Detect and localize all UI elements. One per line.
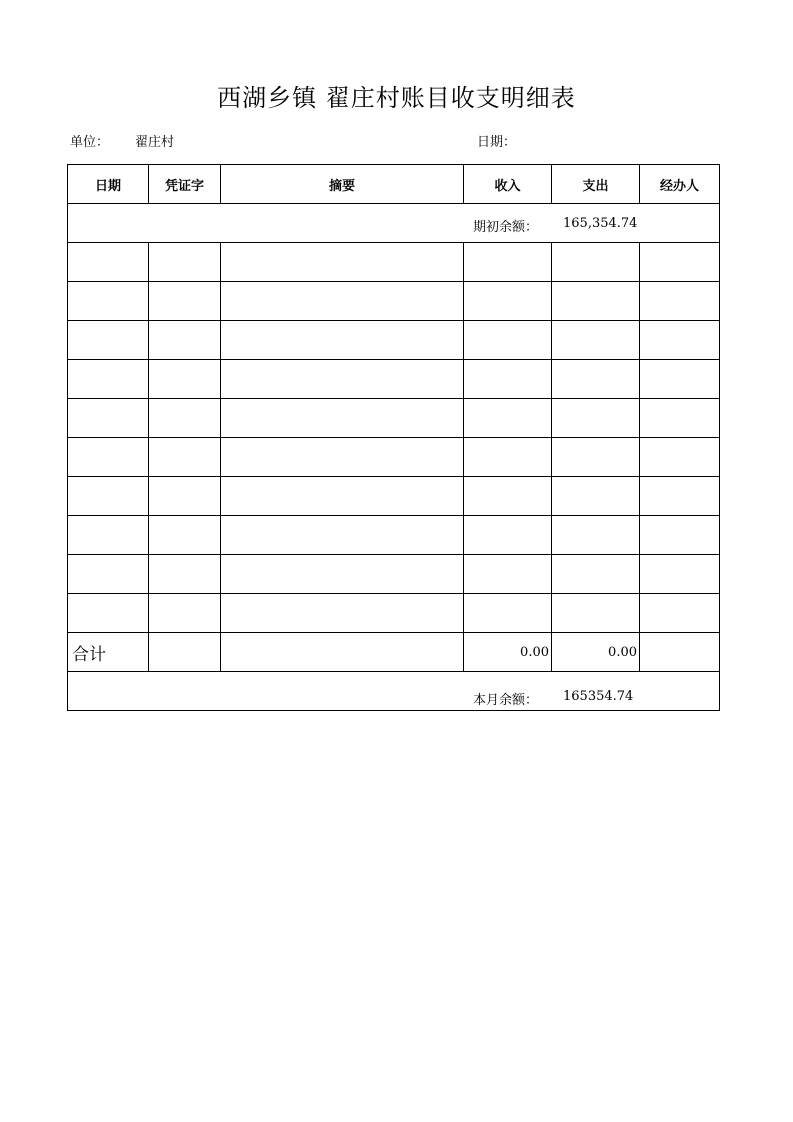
- summary-cell: [221, 282, 464, 321]
- expense-cell: [552, 243, 640, 282]
- unit-label: 单位：: [70, 135, 110, 150]
- closing-balance-row: [68, 672, 720, 711]
- handler-cell: [640, 555, 720, 594]
- header-voucher: 凭证字: [149, 165, 221, 204]
- header-row: [68, 165, 720, 204]
- closing-balance-value: 165354.74: [563, 689, 634, 704]
- income-cell: [464, 243, 552, 282]
- header-income: 收入: [464, 165, 552, 204]
- handler-cell: [640, 399, 720, 438]
- table-row: [68, 282, 720, 321]
- date-cell: [68, 477, 149, 516]
- income-cell: [464, 282, 552, 321]
- income-cell: [464, 321, 552, 360]
- expense-cell: [552, 399, 640, 438]
- handler-cell: [640, 516, 720, 555]
- date-cell: [68, 594, 149, 633]
- ledger-table: [67, 164, 720, 711]
- summary-cell: [221, 477, 464, 516]
- table-row: [68, 243, 720, 282]
- expense-cell: [552, 321, 640, 360]
- voucher-cell: [149, 594, 221, 633]
- voucher-cell: [149, 399, 221, 438]
- expense-cell: [552, 438, 640, 477]
- unit-value: 翟庄村: [135, 135, 175, 150]
- voucher-cell: [149, 321, 221, 360]
- table-row: [68, 360, 720, 399]
- voucher-cell: [149, 477, 221, 516]
- expense-cell: [552, 477, 640, 516]
- summary-cell: [221, 321, 464, 360]
- total-expense: 0.00: [552, 633, 640, 672]
- handler-cell: [640, 243, 720, 282]
- table-row: [68, 555, 720, 594]
- date-cell: [68, 516, 149, 555]
- income-cell: [464, 594, 552, 633]
- date-label: 日期：: [477, 135, 517, 150]
- voucher-cell: [149, 555, 221, 594]
- header-date: 日期: [68, 165, 149, 204]
- summary-cell: [221, 594, 464, 633]
- table-row: [68, 399, 720, 438]
- handler-cell: [640, 594, 720, 633]
- total-handler-cell: [640, 633, 720, 672]
- expense-cell: [552, 360, 640, 399]
- voucher-cell: [149, 360, 221, 399]
- table-row: [68, 438, 720, 477]
- summary-cell: [221, 243, 464, 282]
- income-cell: [464, 438, 552, 477]
- income-cell: [464, 477, 552, 516]
- table-row: [68, 477, 720, 516]
- expense-cell: [552, 282, 640, 321]
- closing-balance-label: 本月余额：: [473, 693, 539, 708]
- opening-balance-label: 期初余额：: [473, 220, 539, 235]
- header-handler: 经办人: [640, 165, 720, 204]
- summary-cell: [221, 516, 464, 555]
- handler-cell: [640, 438, 720, 477]
- date-cell: [68, 555, 149, 594]
- date-cell: [68, 360, 149, 399]
- summary-cell: [221, 555, 464, 594]
- total-row: [68, 633, 720, 672]
- voucher-cell: [149, 438, 221, 477]
- summary-cell: [221, 438, 464, 477]
- handler-cell: [640, 321, 720, 360]
- voucher-cell: [149, 243, 221, 282]
- date-cell: [68, 282, 149, 321]
- expense-cell: [552, 555, 640, 594]
- page-title: 西湖乡镇 翟庄村账目收支明细表: [217, 84, 576, 112]
- date-cell: [68, 399, 149, 438]
- opening-balance-value: 165,354.74: [563, 216, 638, 231]
- header-expense: 支出: [552, 165, 640, 204]
- total-summary-cell: [221, 633, 464, 672]
- income-cell: [464, 516, 552, 555]
- total-income: 0.00: [464, 633, 552, 672]
- summary-cell: [221, 399, 464, 438]
- table-row: [68, 321, 720, 360]
- header-summary: 摘要: [221, 165, 464, 204]
- table-row: [68, 594, 720, 633]
- handler-cell: [640, 477, 720, 516]
- handler-cell: [640, 360, 720, 399]
- summary-cell: [221, 360, 464, 399]
- date-cell: [68, 438, 149, 477]
- table-row: [68, 516, 720, 555]
- voucher-cell: [149, 516, 221, 555]
- income-cell: [464, 555, 552, 594]
- date-cell: [68, 321, 149, 360]
- handler-cell: [640, 282, 720, 321]
- income-cell: [464, 399, 552, 438]
- total-label: 合计: [68, 633, 149, 672]
- opening-balance-row: [68, 204, 720, 243]
- total-voucher-cell: [149, 633, 221, 672]
- voucher-cell: [149, 282, 221, 321]
- expense-cell: [552, 594, 640, 633]
- date-cell: [68, 243, 149, 282]
- income-cell: [464, 360, 552, 399]
- expense-cell: [552, 516, 640, 555]
